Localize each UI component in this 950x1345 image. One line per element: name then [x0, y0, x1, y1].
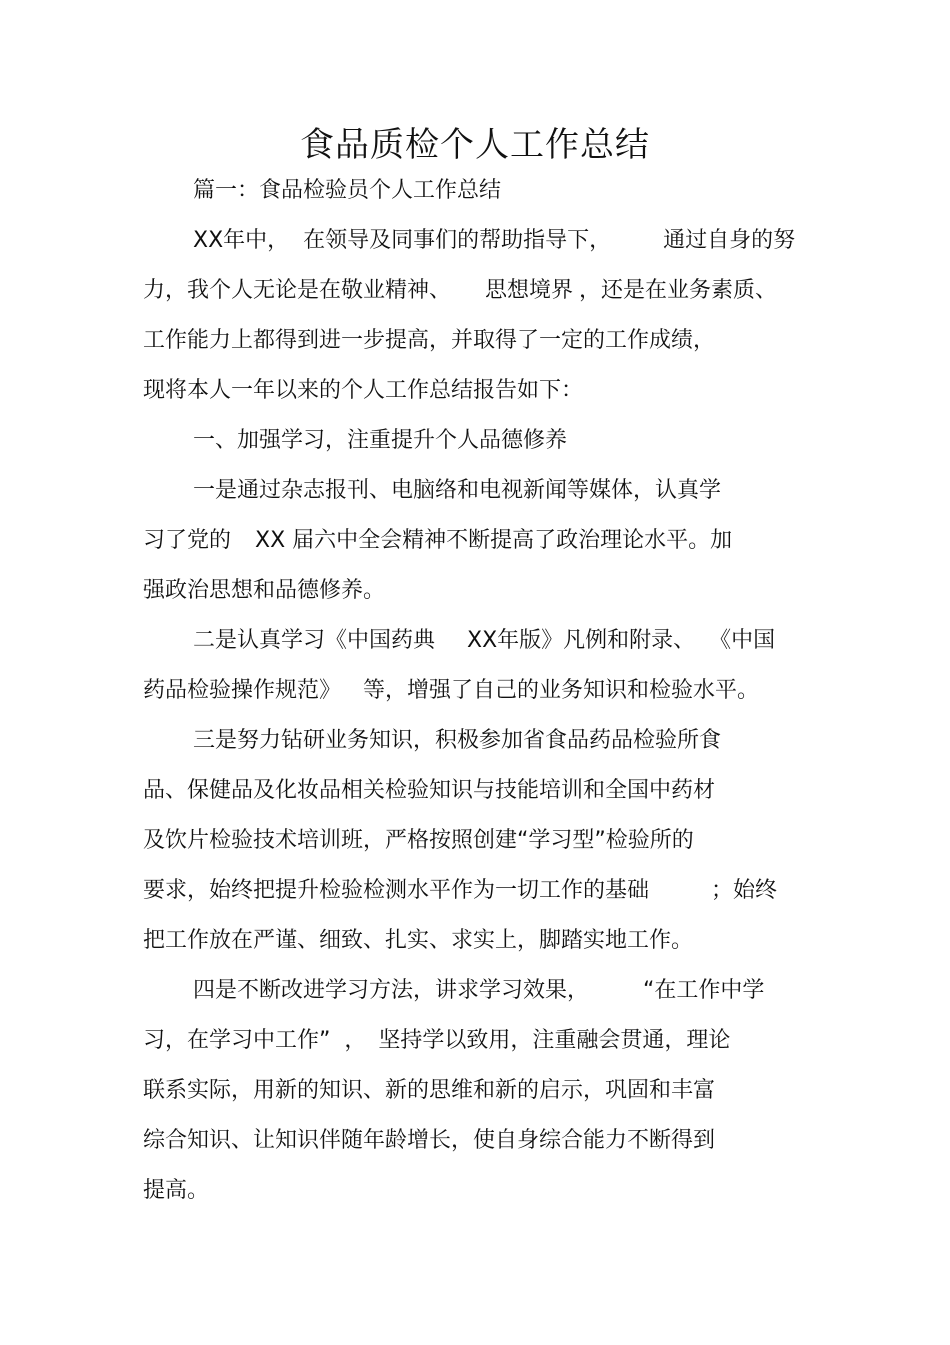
p3-line1-c: 《中国: [709, 628, 776, 653]
section-heading-1: 一、加强学习，注重提升个人品德修养: [193, 428, 568, 453]
p1-line2-b: 思想境界: [485, 278, 574, 303]
p5-line5: 提高。: [143, 1178, 210, 1203]
subtitle: 篇一：食品检验员个人工作总结: [193, 178, 502, 203]
p2-line2: [143, 524, 732, 558]
document-title: 食品质检个人工作总结: [300, 125, 650, 165]
p5-line2-c: 坚持学以致用，注重融会贯通，理论: [378, 1028, 731, 1053]
p3-line2-b: 等，增强了自己的业务知识和检验水平。: [363, 678, 760, 703]
p1-line1: [193, 224, 795, 258]
p4-line5: 把工作放在严谨、细致、扎实、求实上，脚踏实地工作。: [143, 928, 694, 953]
p4-line3: 及饮片检验技术培训班，严格按照创建“学习型”检验所的: [143, 828, 694, 853]
p1-line1-a: XX年中，: [193, 228, 290, 253]
p4-line4-a: 要求，始终把提升检验检测水平作为一切工作的基础: [143, 878, 650, 903]
p3-line2-a: 药品检验操作规范》: [143, 678, 342, 703]
p4-line2: 品、保健品及化妆品相关检验知识与技能培训和全国中药材: [143, 778, 716, 803]
p5-line4: 综合知识、让知识伴随年龄增长，使自身综合能力不断得到: [143, 1128, 716, 1153]
p5-line1-a: 四是不断改进学习方法，讲求学习效果，: [193, 978, 590, 1003]
p1-line3: 工作能力上都得到进一步提高，并取得了一定的工作成绩，: [143, 328, 716, 353]
p2-line2-b: XX 届六中全会精神不断提高了政治理论水平。加: [255, 528, 733, 553]
p1-line2-c: ，还是在业务素质、: [579, 278, 778, 303]
p2-line1: 一是通过杂志报刊、电脑络和电视新闻等媒体，认真学: [193, 478, 722, 503]
p2-line2-a: 习了党的: [143, 528, 232, 553]
p3-line2: [143, 674, 759, 708]
p4-line1: 三是努力钻研业务知识，积极参加省食品药品检验所食: [193, 728, 722, 753]
p4-line4: [143, 874, 777, 908]
p5-line1-b: “在工作中学: [643, 978, 765, 1003]
p1-line1-b: 在领导及同事们的帮助指导下，: [303, 228, 612, 253]
p5-line3: 联系实际，用新的知识、新的思维和新的启示，巩固和丰富: [143, 1078, 716, 1103]
p5-line2: [143, 1024, 730, 1058]
p4-line4-b: ；始终: [711, 878, 778, 903]
p2-line3: 强政治思想和品德修养。: [143, 578, 386, 603]
p1-line1-c: 通过自身的努: [663, 228, 796, 253]
p3-line1-b: XX年版》凡例和附录、: [467, 628, 696, 653]
p3-line1: [193, 624, 775, 658]
p5-line1: [193, 974, 764, 1008]
p5-line2-b: ，: [344, 1028, 367, 1053]
p5-line2-a: 习，在学习中工作”: [143, 1028, 331, 1053]
p1-line2-a: 力，我个人无论是在敬业精神、: [143, 278, 452, 303]
p1-line4: 现将本人一年以来的个人工作总结报告如下：: [143, 378, 584, 403]
p3-line1-a: 二是认真学习《中国药典: [193, 628, 436, 653]
p1-line2: [143, 274, 777, 308]
